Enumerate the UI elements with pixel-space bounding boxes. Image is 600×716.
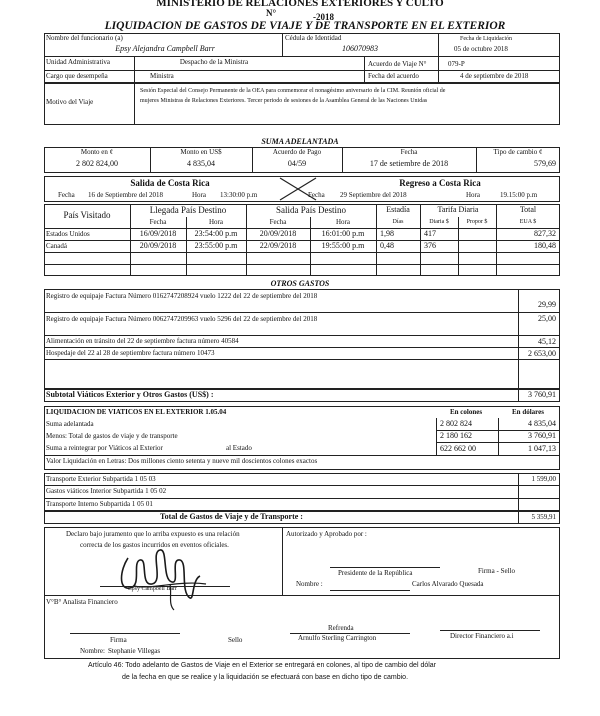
transport-interior: Transporte Interno Subpartida 1 05 01 bbox=[46, 500, 153, 508]
firma-label: Firma bbox=[110, 636, 127, 644]
table-row-days: 1,98 bbox=[380, 229, 394, 238]
transport-exterior: Transporte Exterior Subpartida 1 05 03 bbox=[46, 475, 156, 483]
unit-value: Despacho de la Ministra bbox=[179, 58, 249, 66]
table-row-total: 180,48 bbox=[534, 241, 556, 250]
table-row-dep-date: 22/09/2018 bbox=[259, 241, 297, 250]
document-title: LIQUIDACION DE GASTOS DE VIAJE Y DE TRANSPORTE EN EL EXTERIOR bbox=[104, 20, 506, 32]
list-item: Registro de equipaje Factura Número 0162747208924 vuelo 1222 del 22 de septiembre del 2018 bbox=[46, 292, 318, 300]
endorser-name: Arnulfo Sterling Carrington bbox=[298, 634, 377, 642]
other-expenses-title: OTROS GASTOS bbox=[270, 279, 330, 288]
viaticos-interior: Gastos viáticos Interior Subpartida 1 05 02 bbox=[46, 487, 167, 495]
dollars-header: En dólares bbox=[512, 408, 544, 416]
refund-state-label: al Estado bbox=[226, 444, 252, 452]
year-label: -2018 bbox=[313, 12, 334, 22]
agreement-number: 079-P bbox=[448, 60, 465, 68]
list-item: Registro de equipaje Factura Número 0062747209963 vuelo 5296 del 22 de septiembre del 2018 bbox=[46, 315, 318, 323]
total-label: Total de Gastos de Viaje y de Transporte : bbox=[160, 512, 303, 521]
analyst-name: Stephanie Villegas bbox=[108, 647, 161, 655]
advance-usd: 4 835,04 bbox=[528, 419, 556, 428]
president-label: Presidente de la República bbox=[338, 569, 413, 577]
table-row-dep-time: 19:55:00 p.m bbox=[321, 241, 365, 250]
stay-header: Estadía bbox=[386, 205, 410, 214]
arrival-header: Llegada País Destino bbox=[149, 205, 227, 215]
table-row-country: Estados Unidos bbox=[46, 230, 90, 238]
table-row-arr-date: 16/09/2018 bbox=[139, 229, 177, 238]
list-item-amount: 2 653,00 bbox=[528, 349, 556, 358]
arrival-time-subheader: Hora bbox=[209, 218, 223, 226]
table-row-daily: 376 bbox=[424, 241, 436, 250]
departure-time: 13:30:00 p.m bbox=[220, 191, 258, 199]
rate-header: Tarifa Diaria bbox=[437, 205, 479, 214]
transport-exterior-amount: 1 599,00 bbox=[531, 475, 556, 483]
table-row-daily: 417 bbox=[424, 229, 436, 238]
signer-name: Epsy Campbell Barr bbox=[128, 586, 177, 592]
position-value: Ministra bbox=[150, 72, 174, 80]
vobo-label: V°B° Analista Financiero bbox=[46, 598, 118, 606]
unit-label: Unidad Administrativa bbox=[46, 58, 110, 66]
prop-subheader: Propor $ bbox=[466, 219, 488, 225]
signature-stamp-label: Firma - Sello bbox=[478, 567, 515, 575]
handwritten-signature bbox=[110, 540, 220, 612]
expenses-crc: 2 180 162 bbox=[440, 431, 472, 440]
position-label: Cargo que desempeña bbox=[46, 72, 108, 80]
president-name: Carlos Alvarado Quesada bbox=[412, 580, 484, 588]
sello-label: Sello bbox=[228, 636, 243, 644]
advance-crc-header: Monto en ¢ bbox=[80, 148, 114, 156]
return-date: 29 Septiembre del 2018 bbox=[340, 191, 407, 199]
declaration-line-1: Declaro bajo juramento que lo arriba expuesto es una relación bbox=[66, 530, 240, 538]
table-row-dep-date: 20/09/2018 bbox=[259, 229, 297, 238]
exchange-rate-header: Tipo de cambio ¢ bbox=[493, 148, 543, 156]
endorse-label: Refrenda bbox=[328, 624, 354, 632]
expenses-usd: 3 760,91 bbox=[528, 431, 556, 440]
departure-date-label: Fecha bbox=[58, 191, 75, 199]
arrival-date-subheader: Fecha bbox=[149, 218, 167, 226]
exchange-rate-value: 579,69 bbox=[534, 159, 556, 168]
name-label: Nombre del funcionario (a) bbox=[46, 34, 123, 42]
list-item-amount: 25,00 bbox=[538, 314, 556, 323]
departure-time-label: Hora bbox=[192, 191, 206, 199]
dep-date-subheader: Fecha bbox=[269, 218, 287, 226]
subtotal-label: Subtotal Viáticos Exterior y Otros Gastos (US$) : bbox=[46, 390, 214, 399]
analyst-name-label: Nombre: bbox=[80, 647, 105, 655]
refund-usd: 1 047,13 bbox=[528, 444, 556, 453]
advance-usd-value: 4 835,04 bbox=[187, 159, 215, 168]
liquidation-title: LIQUIDACION DE VIATICOS EN EL EXTERIOR 1.05.04 bbox=[46, 408, 227, 416]
agreement-date-label: Fecha del acuerdo bbox=[368, 72, 419, 80]
refund-label: Suma a reintegrar por Viáticos al Exterior bbox=[46, 444, 163, 452]
subtotal-value: 3 760,91 bbox=[528, 390, 556, 399]
motive-label: Motivo del Viaje bbox=[46, 98, 94, 106]
days-subheader: Días bbox=[392, 219, 404, 225]
advance-label: Suma adelantada bbox=[46, 420, 94, 428]
departure-dest-header: Salida País Destino bbox=[276, 205, 346, 215]
liquidation-date-label: Fecha de Liquidación bbox=[460, 36, 512, 42]
advance-usd-header: Monto en US$ bbox=[180, 148, 222, 156]
table-row-dep-time: 16:01:00 p.m bbox=[321, 229, 365, 238]
return-time: 19.15:00 p.m bbox=[500, 191, 538, 199]
official-name: Epsy Alejandra Campbell Barr bbox=[115, 44, 215, 53]
daily-subheader: Diaria $ bbox=[429, 219, 449, 225]
return-time-label: Hora bbox=[466, 191, 480, 199]
table-row-total: 827,32 bbox=[534, 229, 556, 238]
declaration-line-2: correcta de los gastos incurridos en eventos oficiales. bbox=[80, 541, 229, 549]
expenses-label: Menos: Total de gastos de viaje y de transporte bbox=[46, 432, 178, 440]
payment-header: Acuerdo de Pago bbox=[272, 148, 322, 156]
departure-date: 16 de Septiembre del 2018 bbox=[88, 191, 164, 199]
number-label: N° bbox=[266, 8, 277, 18]
authorized-label: Autorizado y Aprobado por : bbox=[286, 530, 367, 538]
total-value: 5 359,91 bbox=[531, 513, 556, 521]
table-row-arr-time: 23:54:00 p.m bbox=[194, 229, 238, 238]
advance-date-value: 17 de setiembre de 2018 bbox=[369, 159, 449, 168]
colones-header: En colones bbox=[449, 408, 483, 416]
eua-subheader: EUA $ bbox=[519, 219, 537, 225]
table-row-arr-date: 20/09/2018 bbox=[139, 241, 177, 250]
id-label: Cédula de Identidad bbox=[285, 34, 342, 42]
list-item: Alimentación en tránsito del 22 de septiembre factura número 40584 bbox=[46, 337, 239, 345]
agreement-label: Acuerdo de Viaje N° bbox=[368, 60, 427, 68]
list-item: Hospedaje del 22 al 28 de septiembre factura número 10473 bbox=[46, 349, 215, 357]
footer-line-1: Artículo 46: Todo adelanto de Gastos de Viaje en el Exterior se entregará en colones, al tipo de cambio del dólar bbox=[88, 662, 437, 669]
motive-line-2: mujeres Ministras de Relaciones Exteriores. Tercer periodo de sesiones de la Asamblea General de las Naciones Unidas bbox=[140, 98, 428, 104]
country-header: País Visitado bbox=[63, 210, 111, 220]
agreement-date: 4 de septiembre de 2018 bbox=[460, 72, 529, 80]
table-row-arr-time: 23:55:00 p.m bbox=[194, 241, 238, 250]
return-date-label: Fecha bbox=[308, 191, 325, 199]
list-item-amount: 29,99 bbox=[538, 300, 556, 309]
advance-crc-value: 2 802 824,00 bbox=[76, 159, 118, 168]
liquidation-date: 05 de octubre 2018 bbox=[454, 45, 508, 53]
advance-crc: 2 802 824 bbox=[440, 419, 472, 428]
amount-in-words: Valor Liquidación en Letras: Dos millones ciento setenta y nueve mil doscientos colones exactos bbox=[46, 457, 318, 465]
dep-time-subheader: Hora bbox=[336, 218, 350, 226]
total-header: Total bbox=[519, 205, 537, 214]
table-row-days: 0,48 bbox=[380, 241, 394, 250]
advance-title: SUMA ADELANTADA bbox=[261, 137, 339, 146]
advance-date-header: Fecha bbox=[400, 148, 418, 156]
official-id: 106070983 bbox=[342, 44, 378, 53]
ministry-title: MINISTERIO DE RELACIONES EXTERIORES Y CULTO bbox=[156, 0, 444, 9]
table-row-country: Canadá bbox=[46, 242, 67, 250]
refund-crc: 622 662 00 bbox=[440, 444, 476, 453]
return-title: Regreso a Costa Rica bbox=[399, 178, 481, 188]
name-label: Nombre : bbox=[296, 580, 323, 588]
financial-director-label: Director Financiero a.i bbox=[450, 632, 514, 640]
footer-line-2: de la fecha en que se realice y la liquidación se efectuará con base en dicho tipo de cambio. bbox=[122, 674, 409, 681]
list-item-amount: 45,12 bbox=[538, 337, 556, 346]
motive-line-1: Sesión Especial del Consejo Permanente de la OEA para conmemorar el nonagésimo aniversario de la CIM. Reunión oficial de bbox=[140, 88, 446, 94]
departure-title: Salida de Costa Rica bbox=[130, 178, 210, 188]
payment-value: 04/59 bbox=[287, 159, 307, 168]
